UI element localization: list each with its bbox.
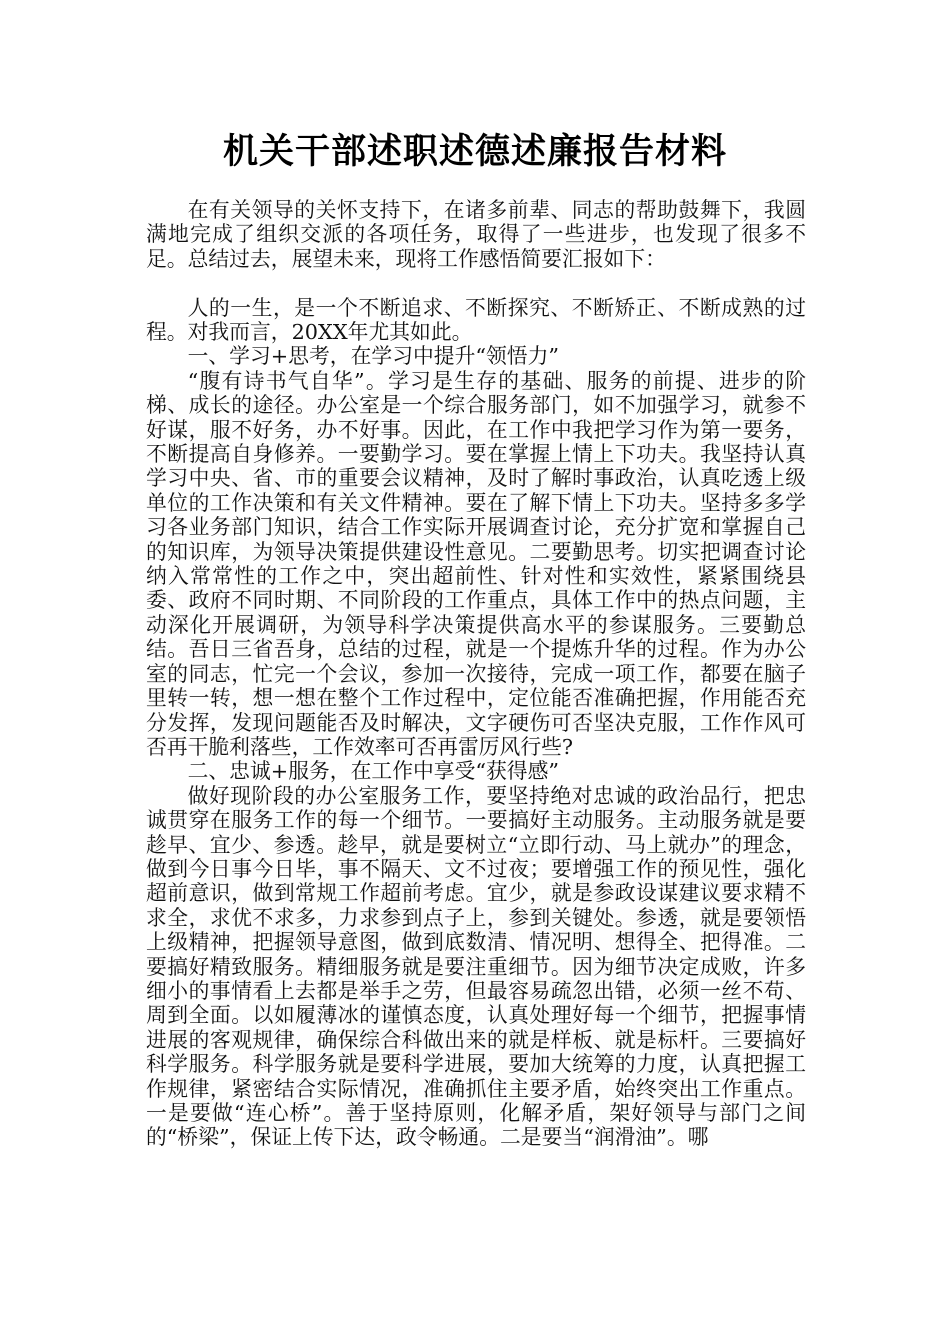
document-body [146,198,806,1150]
intro-paragraph: 在有关领导的关怀支持下，在诸多前辈、同志的帮助鼓舞下，我圆满地完成了组织交派的各项任务，取得了一些进步，也发现了很多不足。总结过去，展望未来，现将工作感悟简要汇报如下： [146,198,806,271]
section-2-paragraph: 做好现阶段的办公室服务工作，要坚持绝对忠诚的政治品行，把忠诚贯穿在服务工作的每一个细节。一要搞好主动服务。主动服务就是要趁早、宜少、参透。趁早，就是要树立“立即行动、马上就办”的理念，做到今日事今日毕，事不隔天、文不过夜；要增强工作的预见性，强化超前意识，做到常规工作超前考虑。宜少，就是参政设谋建议要求精不求全，求优不求多，力求参到点子上，参到关键处。参透，就是要领悟上级精神，把握领导意图，做到底数清、情况明、想得全、把得准。二要搞好精致服务。精细服务就是要注重细节。因为细节决定成败，许多细小的事情看上去都是举手之劳，但最容易疏忽出错，必须一丝不苟、周到全面。以如履薄冰的谨慎态度，认真处理好每一个细节，把握事情进展的客观规律，确保综合科做出来的就是样板、就是标杆。三要搞好科学服务。科学服务就是要科学进展，要加大统筹的力度，认真把握工作规律，紧密结合实际情况，准确抓住主要矛盾，始终突出工作重点。一是要做“连心桥”。善于坚持原则，化解矛盾，架好领导与部门之间的“桥梁”，保证上传下达，政令畅通。二是要当“润滑油”。哪 [146,783,806,1150]
paragraph-spacer [146,271,806,295]
section-1-paragraph: “腹有诗书气自华”。学习是生存的基础、服务的前提、进步的阶梯、成长的途径。办公室是一个综合服务部门，如不加强学习，就参不好谋，服不好务，办不好事。因此，在工作中我把学习作为第一要务，不断提高自身修养。一要勤学习。要在掌握上情上下功夫。我坚持认真学习中央、省、市的重要会议精神，及时了解时事政治，认真吃透上级单位的工作决策和有关文件精神。要在了解下情上下功夫。坚持多多学习各业务部门知识，结合工作实际开展调查讨论，充分扩宽和掌握自己的知识库，为领导决策提供建设性意见。二要勤思考。切实把调查讨论纳入常常性的工作之中，突出超前性、针对性和实效性，紧紧围绕县委、政府不同时期、不同阶段的工作重点，具体工作中的热点问题，主动深化开展调研，为领导科学决策提供高水平的参谋服务。三要勤总结。吾日三省吾身，总结的过程，就是一个提炼升华的过程。作为办公室的同志，忙完一个会议，参加一次接待，完成一项工作，都要在脑子里转一转，想一想在整个工作过程中，定位能否准确把握，作用能否充分发挥，发现问题能否及时解决，文字硬伤可否坚决克服，工作作风可否再干脆利落些，工作效率可否再雷厉风行些? [146,368,806,759]
opening-paragraph: 人的一生，是一个不断追求、不断探究、不断矫正、不断成熟的过程。对我而言，20XX年尤其如此。 [146,295,806,345]
section-heading-1: 一、学习+思考，在学习中提升“领悟力” [187,344,560,369]
document-title: 机关干部述职述德述廉报告材料 [222,132,727,172]
section-heading-2: 二、忠诚+服务，在工作中享受“获得感” [187,759,560,784]
